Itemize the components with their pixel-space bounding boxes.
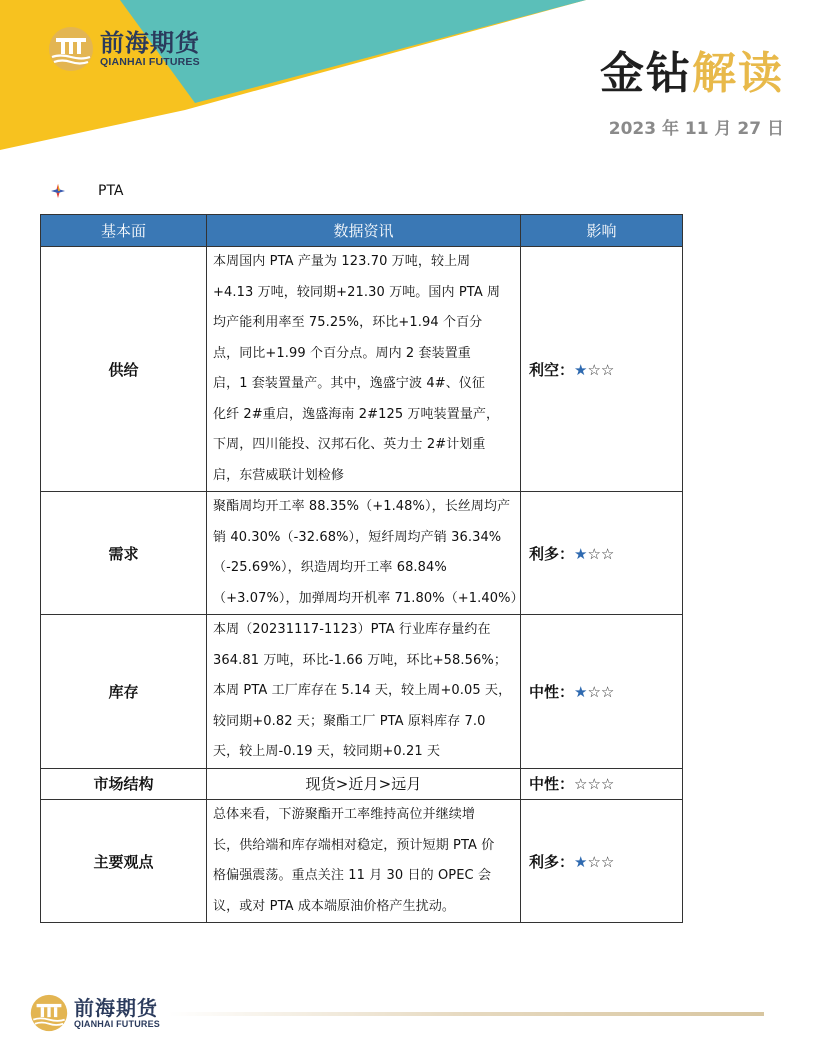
star-empty-icon: ☆ <box>587 682 601 701</box>
star-empty-icon: ☆ <box>600 775 615 794</box>
info-line: +4.13 万吨，较同期+21.30 万吨。国内 PTA 周 <box>213 284 501 300</box>
brand-logo <box>48 26 200 72</box>
section-label: PTA <box>98 183 124 199</box>
row-category: 供给 <box>41 247 207 492</box>
section-heading <box>50 183 123 199</box>
star-empty-icon: ☆ <box>587 852 601 871</box>
footer-brand-en: QIANHAI FUTURES <box>74 1018 160 1029</box>
star-empty-icon: ☆ <box>574 775 588 794</box>
info-line: 下周，四川能投、汉邦石化、英力士 2#计划重 <box>213 437 486 452</box>
info-line: 聚酯周均开工率 88.35%（+1.48%），长丝周均产 <box>213 499 511 514</box>
footer-divider <box>168 1012 764 1016</box>
info-line: 启，1 套装置量产。其中，逸盛宁波 4#、仪征 <box>213 376 485 391</box>
report-title-part2: 解读 <box>692 48 784 99</box>
row-impact <box>521 492 683 615</box>
row-impact <box>521 247 683 492</box>
info-line: 格偏强震荡。重点关注 11 月 30 日的 OPEC 会 <box>213 868 492 883</box>
star-filled-icon: ★ <box>574 682 588 701</box>
row-data-info <box>207 768 521 800</box>
pta-fundamentals-table <box>40 214 683 923</box>
table-row <box>41 800 683 923</box>
star-empty-icon: ☆ <box>600 360 615 379</box>
impact-label: 利空： <box>529 360 575 379</box>
info-line: 化纤 2#重启，逸盛海南 2#125 万吨装置量产， <box>213 406 500 422</box>
star-empty-icon: ☆ <box>600 682 615 701</box>
header-data-info: 数据资讯 <box>207 215 521 247</box>
info-line: 启，东营威联计划检修 <box>213 467 345 483</box>
info-line: 本周（20231117-1123）PTA 行业库存量约在 <box>213 622 491 637</box>
impact-label: 中性： <box>529 682 575 701</box>
star-filled-icon: ★ <box>574 360 588 379</box>
impact-label: 中性： <box>529 775 575 794</box>
row-impact <box>521 768 683 800</box>
row-data-info <box>207 492 524 615</box>
info-line: 天，较上周-0.19 天，较同期+0.21 天 <box>213 744 441 759</box>
impact-label: 利多： <box>529 544 575 563</box>
table-header-row <box>41 215 683 247</box>
row-category: 库存 <box>41 615 207 769</box>
impact-label: 利多： <box>529 852 575 871</box>
row-data-info <box>207 247 521 492</box>
footer-logo <box>30 994 160 1032</box>
info-line: 较同期+0.82 天；聚酯工厂 PTA 原料库存 7.0 <box>213 713 486 729</box>
info-line: 364.81 万吨，环比-1.66 万吨，环比+58.56%； <box>213 652 507 668</box>
row-data-info <box>207 615 521 769</box>
star-filled-icon: ★ <box>574 544 588 563</box>
report-title <box>600 46 784 102</box>
report-date: 2023 年 11 月 27 日 <box>608 119 784 139</box>
brand-name-cn: 前海期货 <box>100 28 200 57</box>
star-empty-icon: ☆ <box>600 544 615 563</box>
info-line: 议，或对 PTA 成本端原油价格产生扰动。 <box>213 898 456 914</box>
info-line: 销 40.30%（-32.68%），短纤周均产销 36.34% <box>213 529 502 545</box>
info-line: （-25.69%），织造周均开工率 68.84% <box>213 560 447 575</box>
row-impact <box>521 615 683 769</box>
header-impact: 影响 <box>521 215 683 247</box>
diamond-bullet-icon <box>50 183 66 199</box>
star-empty-icon: ☆ <box>587 544 601 563</box>
table-row <box>41 768 683 800</box>
star-empty-icon: ☆ <box>600 852 615 871</box>
row-impact <box>521 800 683 923</box>
star-empty-icon: ☆ <box>587 775 601 794</box>
info-line: 本周 PTA 工厂库存在 5.14 天，较上周+0.05 天， <box>213 683 512 698</box>
table-row <box>41 615 683 769</box>
info-line: 现货>近月>远月 <box>305 774 422 793</box>
row-category: 市场结构 <box>41 768 207 800</box>
table-row <box>41 247 683 492</box>
info-line: 本周国内 PTA 产量为 123.70 万吨，较上周 <box>213 254 471 269</box>
row-category: 需求 <box>41 492 207 615</box>
row-data-info <box>207 800 521 923</box>
info-line: 点，同比+1.99 个百分点。周内 2 套装置重 <box>213 345 471 361</box>
report-title-part1: 金钻 <box>600 48 692 99</box>
header-fundamentals: 基本面 <box>41 215 207 247</box>
qianhai-logo-icon <box>48 26 94 72</box>
info-line: 均产能利用率至 75.25%，环比+1.94 个百分 <box>213 315 483 330</box>
info-line: 总体来看，下游聚酯开工率维持高位并继续增 <box>213 807 476 822</box>
star-empty-icon: ☆ <box>587 360 601 379</box>
table-row <box>41 492 683 615</box>
footer-brand-cn: 前海期货 <box>74 995 158 1020</box>
info-line: 长，供给端和库存端相对稳定，预计短期 PTA 价 <box>213 837 495 853</box>
star-filled-icon: ★ <box>574 852 588 871</box>
info-line: （+3.07%），加弹周均开机率 71.80%（+1.40%） <box>213 590 524 606</box>
brand-name-en: QIANHAI FUTURES <box>100 56 200 68</box>
row-category: 主要观点 <box>41 800 207 923</box>
qianhai-logo-icon <box>30 994 68 1032</box>
